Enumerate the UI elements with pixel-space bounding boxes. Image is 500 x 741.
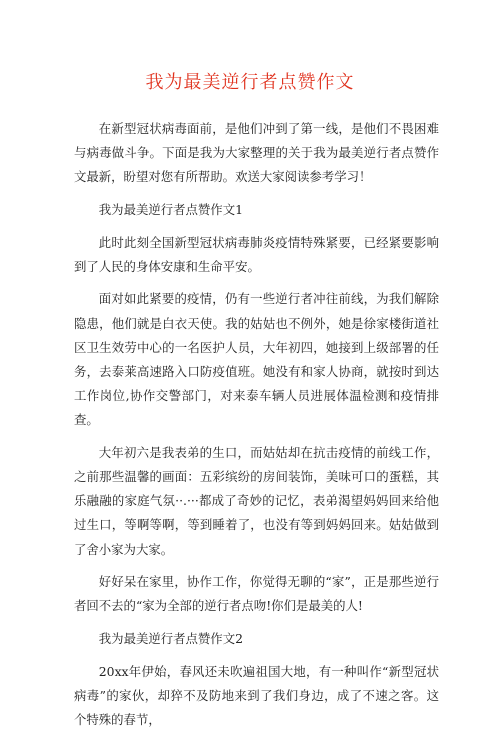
document-title: 我为最美逆行者点赞作文 [145, 72, 355, 93]
body-paragraph: 大年初六是我表弟的生口，而姑姑却在抗击疫情的前线工作，之前那些温馨的画面：五彩缤纷的房间装饰，美味可口的蛋糕，其乐融融的家庭气氛··.···都成了奇妙的记忆，表弟渴望妈妈回来给他过生口，等啊等啊，等到睡着了，也没有等到妈妈回来。姑姑做到了舍小家为大家。 [74, 444, 439, 557]
body-paragraph: 20xx年伊始，春风还未吹遍祖国大地，有一种叫作“新型冠状病毒”的家伙，却猝不及防地来到了我们身边，成了不速之客。这个特殊的春节， [74, 663, 439, 727]
section-heading-2: 我为最美逆行者点赞作文2 [98, 630, 243, 646]
section-heading-1: 我为最美逆行者点赞作文1 [98, 201, 243, 217]
body-paragraph: 此时此刻全国新型冠状病毒肺炎疫情特殊紧要，已经紧要影响到了人民的身体安康和生命平安。 [74, 234, 439, 274]
document-body [74, 117, 439, 741]
body-paragraph: 面对如此紧要的疫情，仍有一些逆行者冲往前线，为我们解除隐患，他们就是白衣天使。我的姑姑也不例外，她是徐家楼街道社区卫生效劳中心的一名医护人员，大年初四，她接到上级部署的任务，去泰莱高速路入口防疫值班。她没有和家人协商，就按时到达工作岗位,协作交警部门，对来泰车辆人员进展体温检测和疫情排查。 [74, 291, 439, 428]
body-paragraph: 好好呆在家里，协作工作，你觉得无聊的“家”，正是那些逆行者回不去的“家为全部的逆行者点吻!你们是最美的人! [74, 574, 439, 614]
intro-paragraph: 在新型冠状病毒面前，是他们冲到了第一线，是他们不畏困难与病毒做斗争。下面是我为大家整理的关于我为最美逆行者点赞作文最新，盼望对您有所帮助。欢送大家阅读参考学习！ [74, 121, 439, 185]
